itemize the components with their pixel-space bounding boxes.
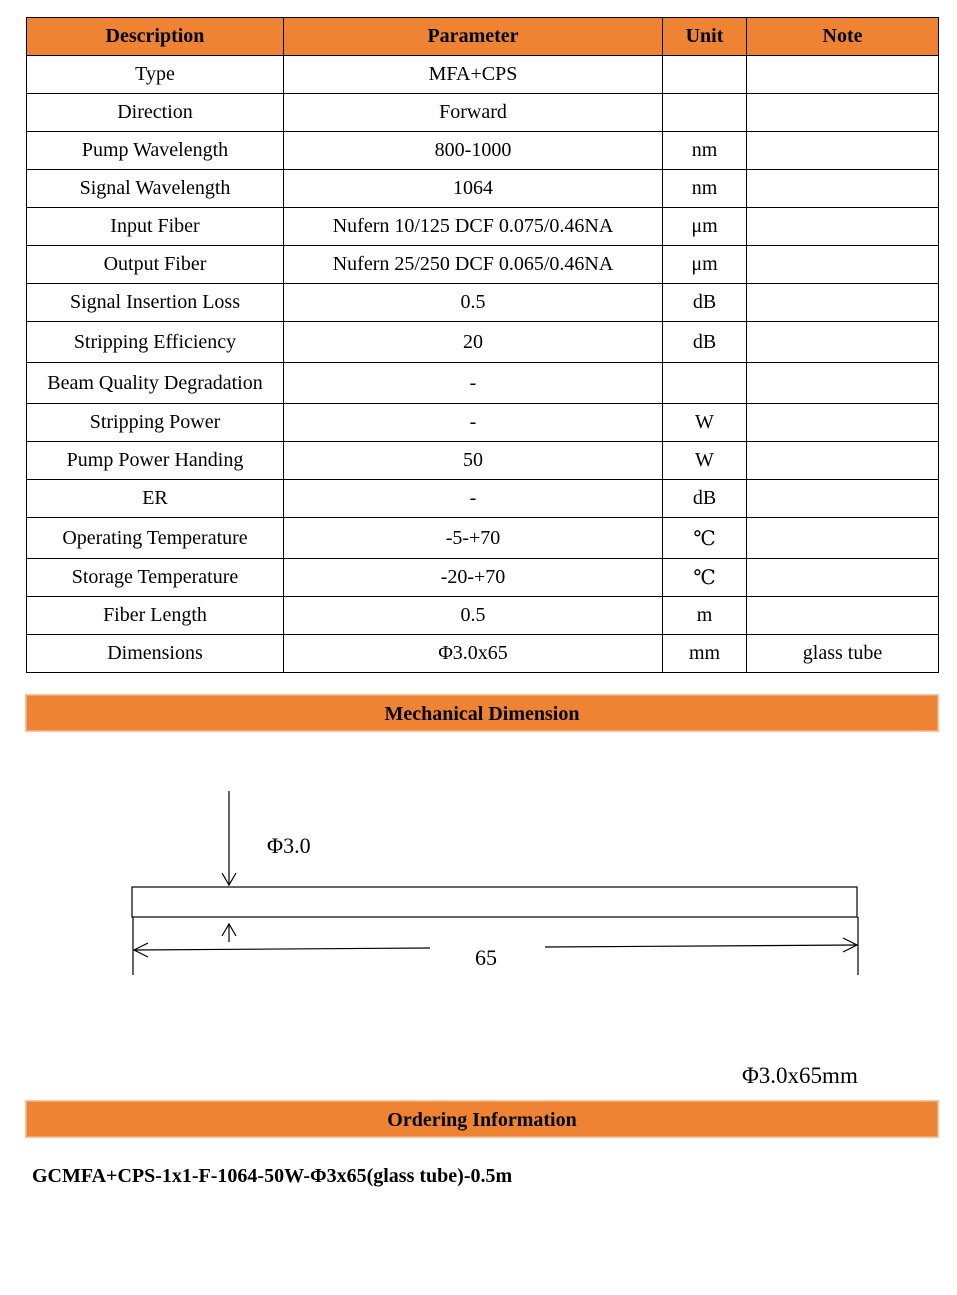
cell-description: Pump Wavelength xyxy=(27,132,284,170)
table-row xyxy=(27,208,939,246)
cell-unit: W xyxy=(663,404,747,442)
table-row xyxy=(27,363,939,404)
cell-description: Storage Temperature xyxy=(27,559,284,597)
table-row xyxy=(27,442,939,480)
length-line-left xyxy=(134,948,430,950)
cell-unit: μm xyxy=(663,246,747,284)
cell-note xyxy=(747,132,939,170)
cell-description: Stripping Efficiency xyxy=(27,322,284,363)
cell-description: Pump Power Handing xyxy=(27,442,284,480)
cell-unit: μm xyxy=(663,208,747,246)
length-line-right xyxy=(545,945,857,947)
header-parameter: Parameter xyxy=(284,18,663,56)
cell-parameter: -20-+70 xyxy=(284,559,663,597)
ordering-information-header: Ordering Information xyxy=(26,1101,938,1137)
cell-parameter: 20 xyxy=(284,322,663,363)
cell-description: Signal Insertion Loss xyxy=(27,284,284,322)
cell-description: Input Fiber xyxy=(27,208,284,246)
cell-unit: ℃ xyxy=(663,518,747,559)
table-row xyxy=(27,597,939,635)
cell-parameter: 0.5 xyxy=(284,284,663,322)
cell-parameter: -5-+70 xyxy=(284,518,663,559)
cell-description: Fiber Length xyxy=(27,597,284,635)
header-unit: Unit xyxy=(663,18,747,56)
cell-parameter: 0.5 xyxy=(284,597,663,635)
cell-note xyxy=(747,94,939,132)
cell-unit: m xyxy=(663,597,747,635)
cell-note xyxy=(747,322,939,363)
cell-unit xyxy=(663,94,747,132)
table-row xyxy=(27,518,939,559)
table-row xyxy=(27,635,939,673)
cell-parameter: - xyxy=(284,363,663,404)
cell-description: Beam Quality Degradation xyxy=(27,363,284,404)
cell-note: glass tube xyxy=(747,635,939,673)
cell-note xyxy=(747,404,939,442)
table-row xyxy=(27,132,939,170)
cell-note xyxy=(747,559,939,597)
cell-unit: ℃ xyxy=(663,559,747,597)
table-row xyxy=(27,404,939,442)
cell-description: Output Fiber xyxy=(27,246,284,284)
cell-note xyxy=(747,597,939,635)
cell-description: Dimensions xyxy=(27,635,284,673)
cell-note xyxy=(747,480,939,518)
cell-note xyxy=(747,170,939,208)
order-code: GCMFA+CPS-1x1-F-1064-50W-Φ3x65(glass tube)-0.5m xyxy=(32,1165,513,1187)
cell-parameter: 1064 xyxy=(284,170,663,208)
cell-parameter: - xyxy=(284,480,663,518)
table-row xyxy=(27,559,939,597)
header-description: Description xyxy=(27,18,284,56)
cell-unit xyxy=(663,363,747,404)
glass-tube xyxy=(132,887,857,917)
table-row xyxy=(27,480,939,518)
cell-description: Stripping Power xyxy=(27,404,284,442)
cell-unit: nm xyxy=(663,170,747,208)
diameter-label: Φ3.0 xyxy=(267,833,311,858)
spec-table-header xyxy=(27,18,939,56)
table-row xyxy=(27,56,939,94)
table-row xyxy=(27,170,939,208)
table-row xyxy=(27,94,939,132)
cell-description: Type xyxy=(27,56,284,94)
cell-note xyxy=(747,363,939,404)
mechanical-dimension-header: Mechanical Dimension xyxy=(26,695,938,731)
cell-note xyxy=(747,518,939,559)
cell-description: Signal Wavelength xyxy=(27,170,284,208)
length-label: 65 xyxy=(475,945,497,970)
spec-table xyxy=(26,17,939,673)
cell-parameter: - xyxy=(284,404,663,442)
cell-parameter: 50 xyxy=(284,442,663,480)
header-note: Note xyxy=(747,18,939,56)
cell-description: ER xyxy=(27,480,284,518)
cell-note xyxy=(747,246,939,284)
cell-parameter: Φ3.0x65 xyxy=(284,635,663,673)
cell-description: Direction xyxy=(27,94,284,132)
mechanical-drawing xyxy=(120,785,880,985)
table-row xyxy=(27,246,939,284)
cell-unit: W xyxy=(663,442,747,480)
table-row xyxy=(27,322,939,363)
cell-unit: dB xyxy=(663,480,747,518)
cell-note xyxy=(747,56,939,94)
cell-note xyxy=(747,284,939,322)
cell-note xyxy=(747,208,939,246)
cell-unit: dB xyxy=(663,284,747,322)
cell-unit xyxy=(663,56,747,94)
dimension-caption: Φ3.0x65mm xyxy=(742,1063,858,1088)
cell-parameter: Nufern 25/250 DCF 0.065/0.46NA xyxy=(284,246,663,284)
cell-description: Operating Temperature xyxy=(27,518,284,559)
cell-parameter: Forward xyxy=(284,94,663,132)
cell-unit: dB xyxy=(663,322,747,363)
cell-note xyxy=(747,442,939,480)
cell-parameter: MFA+CPS xyxy=(284,56,663,94)
cell-unit: mm xyxy=(663,635,747,673)
cell-unit: nm xyxy=(663,132,747,170)
table-row xyxy=(27,284,939,322)
cell-parameter: Nufern 10/125 DCF 0.075/0.46NA xyxy=(284,208,663,246)
cell-parameter: 800-1000 xyxy=(284,132,663,170)
